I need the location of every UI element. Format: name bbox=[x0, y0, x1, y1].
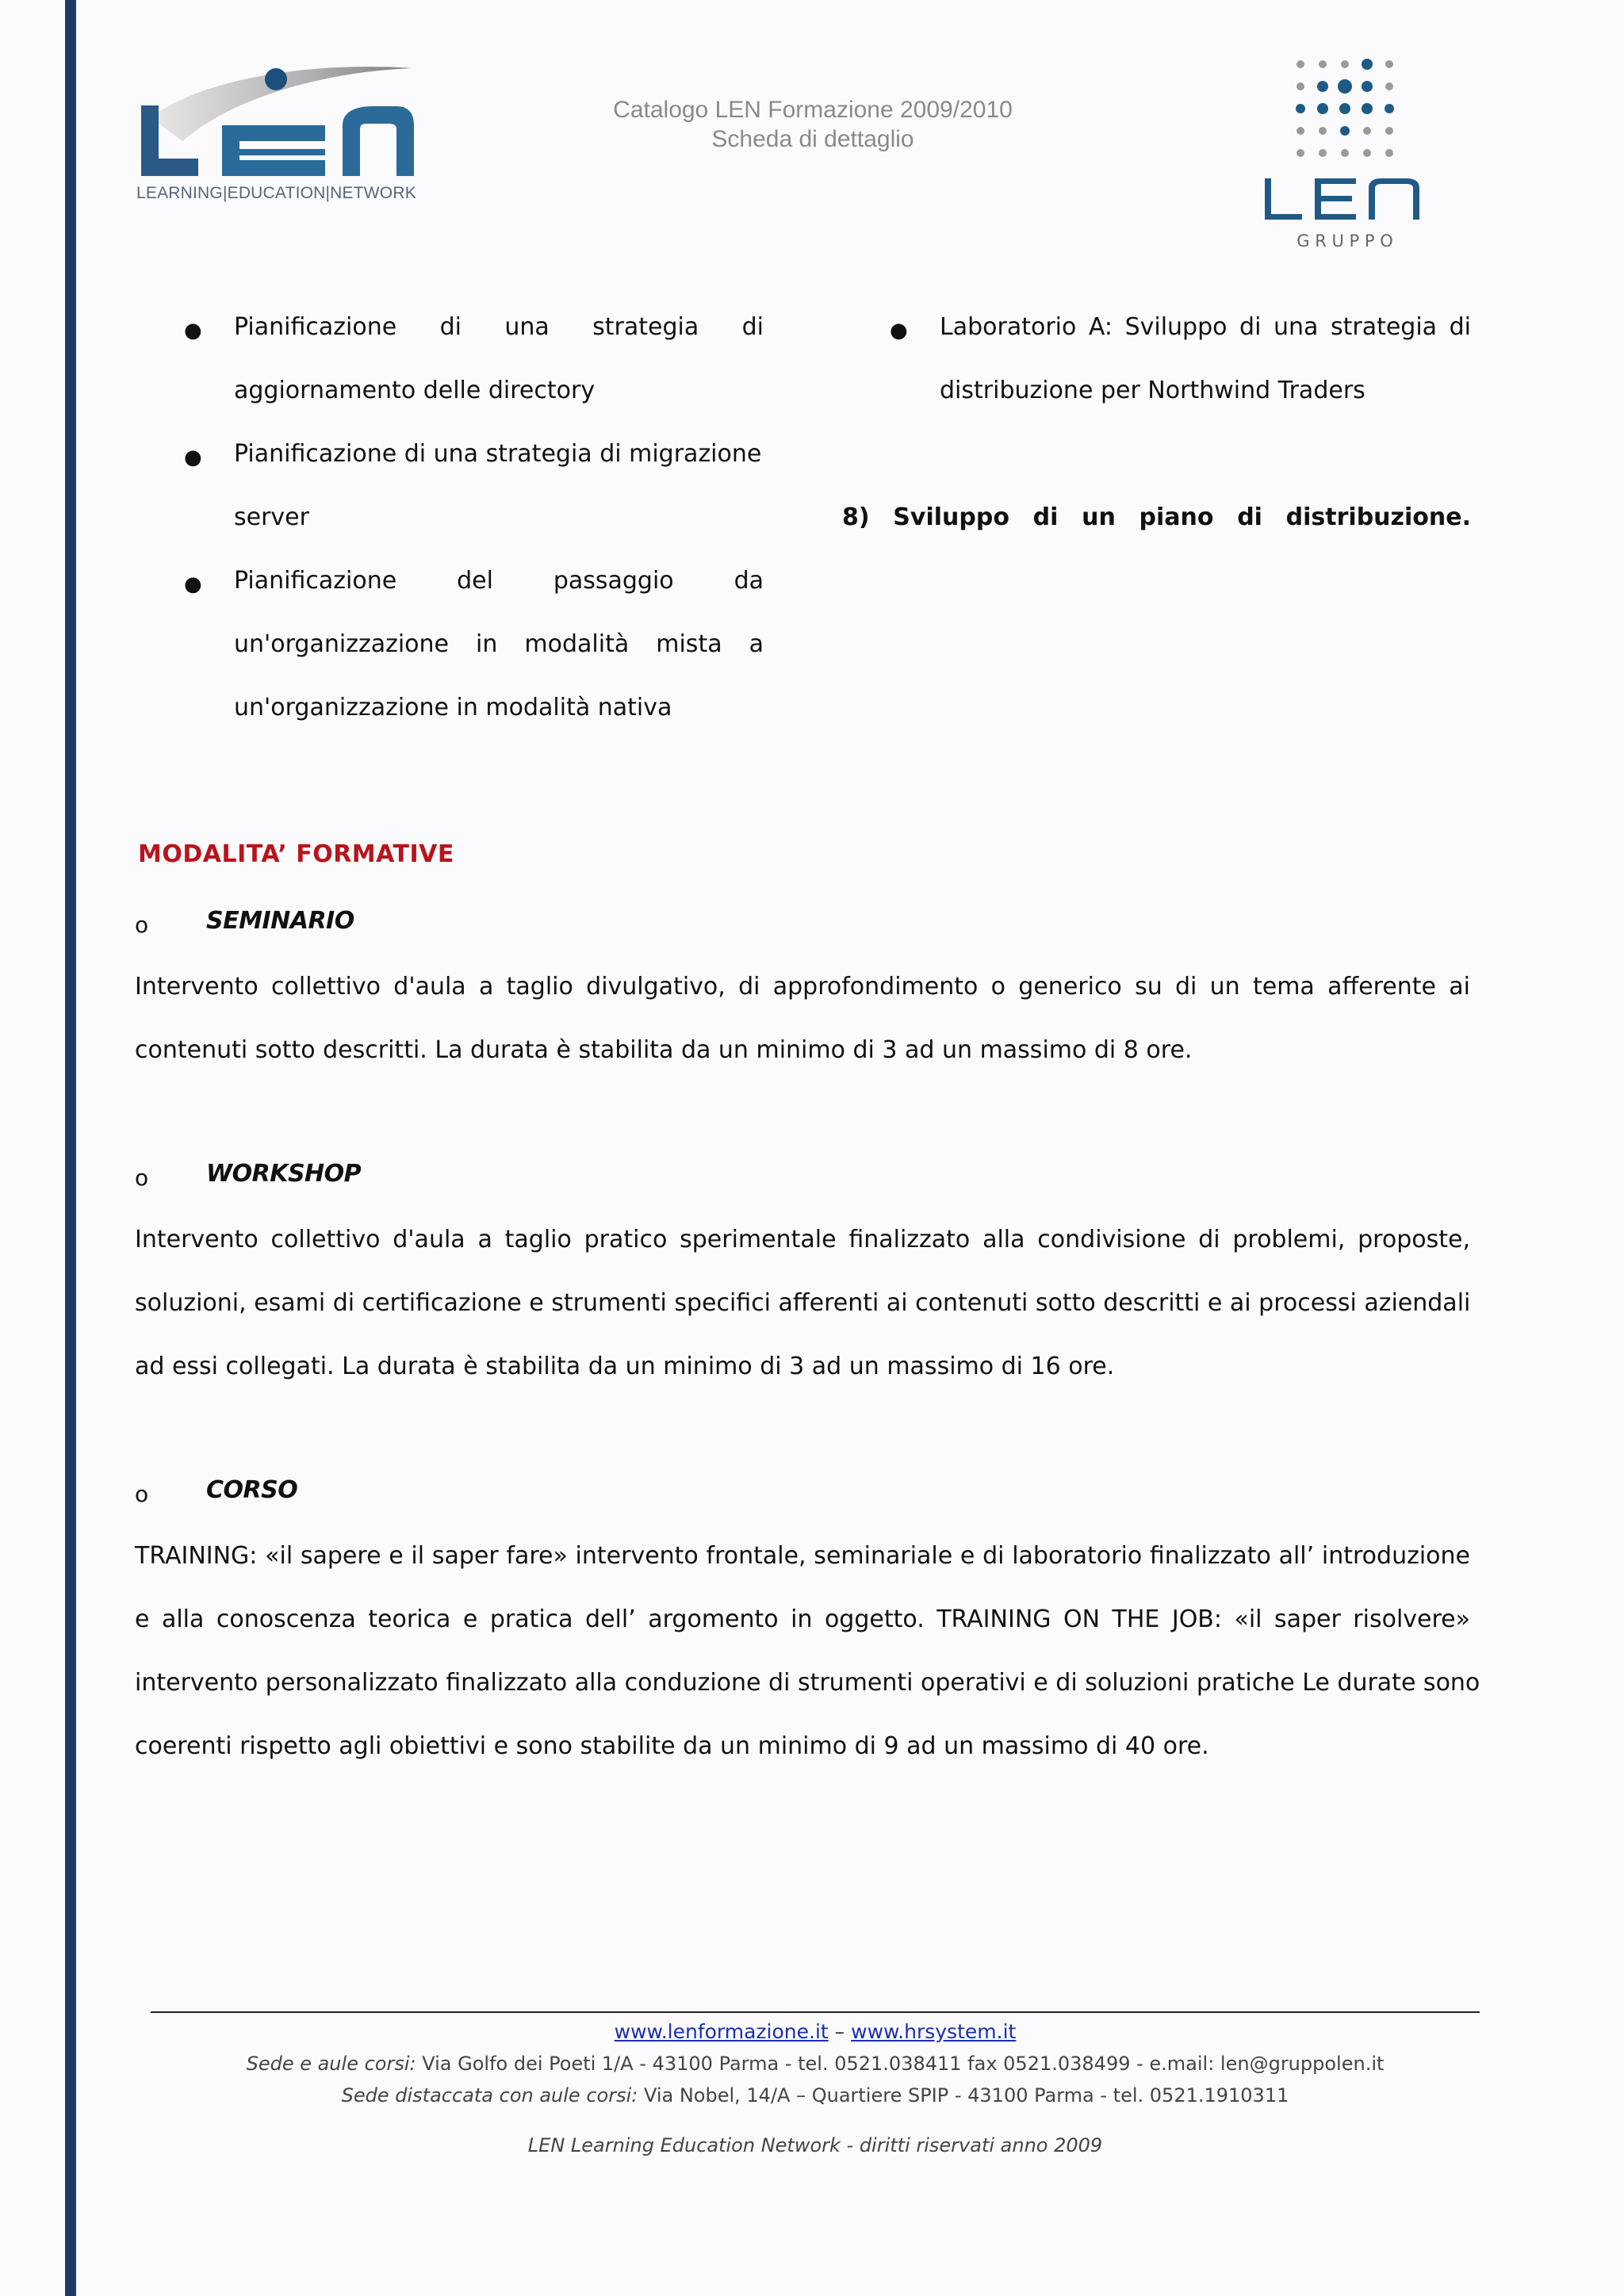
copyright-text: LEN Learning Education Network - diritti riservati anno 2009 bbox=[527, 2134, 1103, 2156]
paragraph-seminario bbox=[135, 955, 1470, 1082]
subheading-workshop: WORKSHOP bbox=[206, 1160, 362, 1188]
numbered-heading: 8) Sviluppo di un piano di distribuzione. bbox=[842, 503, 1471, 531]
bullet-text-line: distribuzione per Northwind Traders bbox=[940, 377, 1365, 404]
footer-address-text: Via Nobel, 14/A – Quartiere SPIP - 43100 Parma - tel. 0521.1910311 bbox=[638, 2084, 1289, 2107]
bullet-text-line: server bbox=[234, 503, 309, 531]
footer-label: Sede e aule corsi: bbox=[246, 2053, 416, 2075]
paragraph-line: e alla conoscenza teorica e pratica dell’ argomento in oggetto. TRAINING ON THE JOB: «il saper risolvere» bbox=[135, 1605, 1470, 1633]
paragraph-corso bbox=[135, 1525, 1480, 1778]
document-header bbox=[492, 95, 1134, 154]
len-gruppo-logo bbox=[1253, 52, 1435, 258]
section-title: MODALITA’ FORMATIVE bbox=[138, 840, 454, 868]
footer-address-text: Via Golfo dei Poeti 1/A - 43100 Parma - tel. 0521.038411 fax 0521.038499 - e.mail: len@gruppolen.it bbox=[416, 2053, 1385, 2075]
paragraph-line: Intervento collettivo d'aula a taglio divulgativo, di approfondimento o generico su di un tema afferente ai bbox=[135, 973, 1470, 1001]
lenformazione-link[interactable]: www.lenformazione.it bbox=[614, 2020, 829, 2043]
subheading-seminario: SEMINARIO bbox=[206, 907, 354, 935]
link-separator: – bbox=[834, 2020, 845, 2043]
paragraph-line: TRAINING: «il sapere e il saper fare» intervento frontale, seminariale e di laboratorio finalizzato all’ introduzione bbox=[135, 1542, 1470, 1570]
bullet-dot: ● bbox=[184, 319, 202, 342]
subheading-corso: CORSO bbox=[206, 1476, 298, 1504]
paragraph-line: ad essi collegati. La durata è stabilita da un minimo di 3 ad un massimo di 16 ore. bbox=[135, 1353, 1115, 1380]
footer-address-branch bbox=[151, 2084, 1480, 2107]
bullet-text-line: Pianificazione del passaggio da bbox=[234, 567, 764, 595]
hrsystem-link[interactable]: www.hrsystem.it bbox=[851, 2020, 1017, 2043]
bullet-text-line: un'organizzazione in modalità nativa bbox=[234, 694, 672, 721]
paragraph-line: intervento personalizzato finalizzato alla conduzione di strumenti operativi e di soluzioni pratiche Le durate sono bbox=[135, 1669, 1480, 1697]
footer-label: Sede distaccata con aule corsi: bbox=[341, 2084, 638, 2107]
logo-tagline: LEARNING|EDUCATION|NETWORK bbox=[136, 184, 416, 202]
circle-bullet: o bbox=[135, 1165, 149, 1191]
bullet-text-line: Pianificazione di una strategia di bbox=[234, 313, 764, 341]
footer-links bbox=[151, 2020, 1480, 2043]
paragraph-line: soluzioni, esami di certificazione e strumenti specifici afferenti ai contenuti sotto descritti e ai processi aziendali bbox=[135, 1289, 1471, 1317]
len-gruppo-logo-graphic bbox=[1253, 52, 1435, 258]
bullet-dot: ● bbox=[184, 572, 202, 596]
paragraph-workshop bbox=[135, 1208, 1470, 1399]
len-logo-graphic bbox=[135, 62, 420, 181]
catalog-title: Catalogo LEN Formazione 2009/2010 bbox=[613, 97, 1013, 123]
footer-copyright bbox=[151, 2134, 1480, 2156]
footer-divider bbox=[151, 2011, 1480, 2013]
paragraph-line: coerenti rispetto agli obiettivi e sono stabilite da un minimo di 9 ad un massimo di 40 ore. bbox=[135, 1732, 1209, 1760]
bullet-text-line: Pianificazione di una strategia di migrazione bbox=[234, 440, 762, 468]
bullet-text-line: aggiornamento delle directory bbox=[234, 377, 596, 404]
circle-bullet: o bbox=[135, 1481, 149, 1507]
len-logo bbox=[135, 62, 420, 212]
catalog-subtitle: Scheda di dettaglio bbox=[711, 126, 914, 152]
page-side-bar bbox=[65, 0, 76, 2296]
bullet-text-line: un'organizzazione in modalità mista a bbox=[234, 630, 764, 658]
paragraph-line: Intervento collettivo d'aula a taglio pratico sperimentale finalizzato alla condivisione di problemi, proposte, bbox=[135, 1226, 1470, 1253]
bullet-dot: ● bbox=[184, 446, 202, 469]
gruppo-text: G R U P P O bbox=[1297, 232, 1393, 251]
footer-address-main bbox=[151, 2053, 1480, 2075]
bullet-dot: ● bbox=[890, 319, 908, 342]
bullet-text-line: Laboratorio A: Sviluppo di una strategia di bbox=[940, 313, 1471, 341]
circle-bullet: o bbox=[135, 912, 149, 938]
paragraph-line: contenuti sotto descritti. La durata è stabilita da un minimo di 3 ad un massimo di 8 ore. bbox=[135, 1036, 1193, 1064]
